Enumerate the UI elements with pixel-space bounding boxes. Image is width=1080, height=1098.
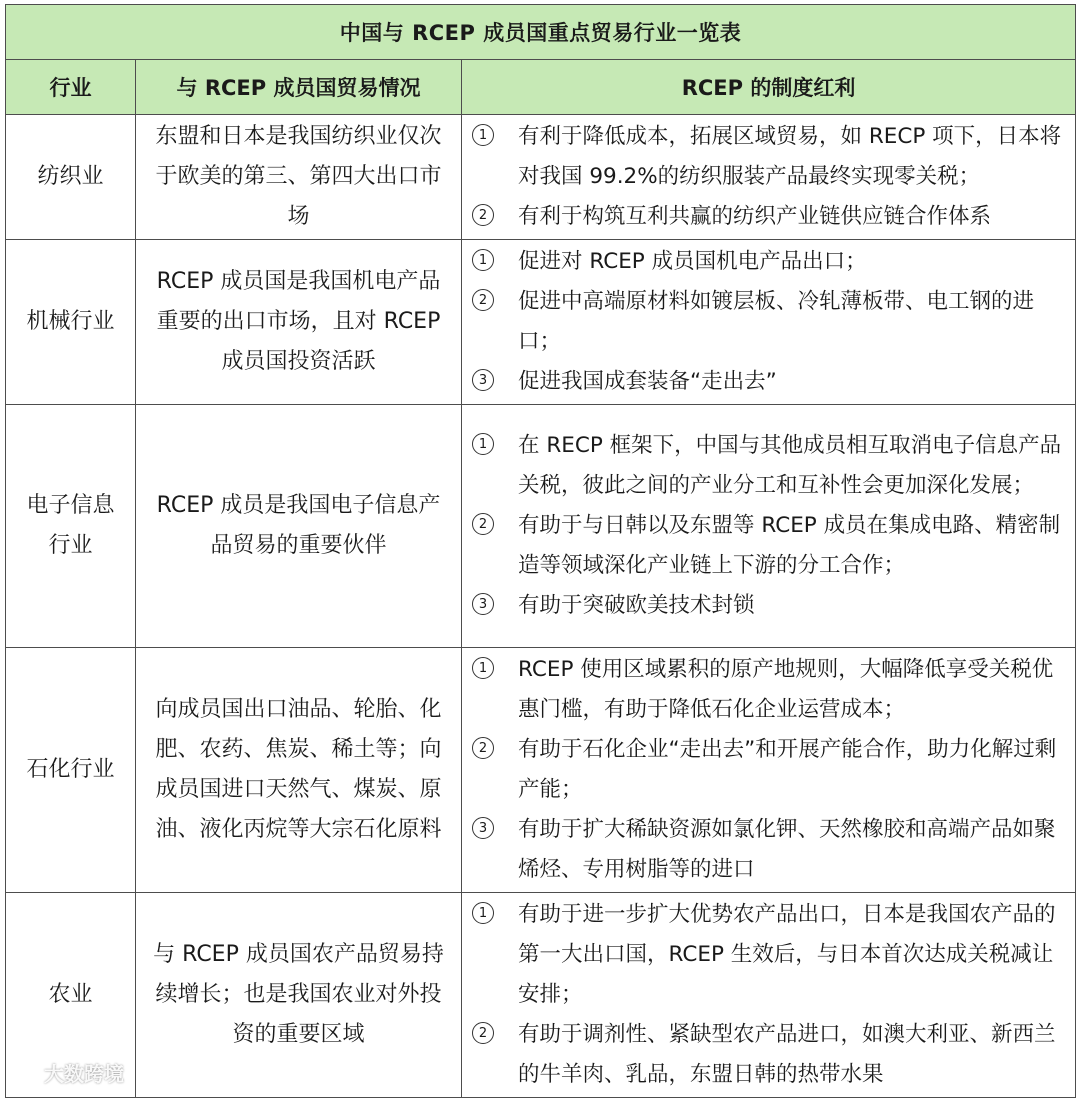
table-title-row: [6, 5, 1076, 60]
trade-cell: RCEP 成员是我国电子信息产品贸易的重要伙伴: [136, 405, 462, 648]
benefit-cell: [462, 405, 1076, 648]
benefit-item: [472, 426, 1067, 506]
circled-number-icon: 2: [472, 737, 494, 759]
benefit-item: [472, 117, 1067, 197]
header-trade: 与 RCEP 成员国贸易情况: [136, 60, 462, 115]
table-row: [6, 405, 1076, 648]
circled-number-icon: 2: [472, 204, 494, 226]
benefit-text: 促进中高端原材料如镀层板、冷轧薄板带、电工钢的进口；: [518, 289, 1035, 354]
table-row: [6, 240, 1076, 405]
benefit-text: 促进对 RCEP 成员国机电产品出口；: [518, 249, 867, 274]
benefit-text: 有助于调剂性、紧缺型农产品进口，如澳大利亚、新西兰的牛羊肉、乳品，东盟日韩的热带水果: [518, 1022, 1056, 1087]
industry-cell: 石化行业: [6, 648, 136, 893]
benefit-text: 促进我国成套装备“走出去”: [518, 369, 777, 394]
circled-number-icon: 3: [472, 369, 494, 391]
table-header-row: [6, 60, 1076, 115]
rcep-industry-table: [5, 4, 1076, 1098]
circled-number-icon: 1: [472, 124, 494, 146]
benefit-item: [472, 282, 1067, 362]
table-title: 中国与 RCEP 成员国重点贸易行业一览表: [6, 5, 1076, 60]
benefit-text: 有助于突破欧美技术封锁: [518, 593, 755, 618]
benefit-text: 有助于扩大稀缺资源如氯化钾、天然橡胶和高端产品如聚烯烃、专用树脂等的进口: [518, 817, 1056, 882]
industry-cell: 电子信息行业: [6, 405, 136, 648]
benefit-text: 有利于降低成本，拓展区域贸易，如 RECP 项下，日本将对我国 99.2%的纺织服装产品最终实现零关税；: [518, 124, 1062, 189]
benefit-item: [472, 586, 1067, 626]
trade-cell: RCEP 成员国是我国机电产品重要的出口市场，且对 RCEP 成员国投资活跃: [136, 240, 462, 405]
trade-cell: 向成员国出口油品、轮胎、化肥、农药、焦炭、稀土等；向成员国进口天然气、煤炭、原油、液化丙烷等大宗石化原料: [136, 648, 462, 893]
circled-number-icon: 2: [472, 513, 494, 535]
benefit-cell: [462, 240, 1076, 405]
benefit-text: 有利于构筑互利共赢的纺织产业链供应链合作体系: [518, 204, 992, 229]
benefit-item: [472, 197, 1067, 237]
benefit-item: [472, 650, 1067, 730]
table-row: [6, 893, 1076, 1098]
industry-cell: 农业: [6, 893, 136, 1098]
trade-cell: 与 RCEP 成员国农产品贸易持续增长；也是我国农业对外投资的重要区域: [136, 893, 462, 1098]
benefit-item: [472, 362, 1067, 402]
circled-number-icon: 1: [472, 433, 494, 455]
circled-number-icon: 2: [472, 289, 494, 311]
industry-cell: 机械行业: [6, 240, 136, 405]
document: [5, 4, 1075, 1098]
benefit-text: 有助于石化企业“走出去”和开展产能合作，助力化解过剩产能；: [518, 737, 1057, 802]
circled-number-icon: 3: [472, 593, 494, 615]
benefit-cell: [462, 648, 1076, 893]
industry-cell: 纺织业: [6, 115, 136, 240]
benefit-item: [472, 810, 1067, 890]
header-industry: 行业: [6, 60, 136, 115]
benefit-item: [472, 1015, 1067, 1095]
watermark-text: 大数跨境: [44, 1062, 124, 1086]
benefit-item: [472, 506, 1067, 586]
watermark: [8, 1058, 124, 1087]
trade-cell: 东盟和日本是我国纺织业仅次于欧美的第三、第四大出口市场: [136, 115, 462, 240]
table-row: [6, 648, 1076, 893]
benefit-cell: [462, 115, 1076, 240]
header-benefit: RCEP 的制度红利: [462, 60, 1076, 115]
benefit-text: 在 RECP 框架下，中国与其他成员相互取消电子信息产品关税，彼此之间的产业分工和互补性会更加深化发展；: [518, 433, 1062, 498]
benefit-item: [472, 242, 1067, 282]
circled-number-icon: 1: [472, 249, 494, 271]
circled-number-icon: 1: [472, 657, 494, 679]
table-row: [6, 115, 1076, 240]
circled-number-icon: 1: [472, 902, 494, 924]
chat-bubble-logo-icon: [8, 1061, 38, 1085]
benefit-text: RCEP 使用区域累积的原产地规则，大幅降低享受关税优惠门槛，有助于降低石化企业运营成本；: [518, 657, 1054, 722]
benefit-cell: [462, 893, 1076, 1098]
benefit-item: [472, 895, 1067, 1015]
circled-number-icon: 2: [472, 1022, 494, 1044]
benefit-item: [472, 730, 1067, 810]
benefit-text: 有助于与日韩以及东盟等 RCEP 成员在集成电路、精密制造等领域深化产业链上下游的分工合作；: [518, 513, 1061, 578]
benefit-text: 有助于进一步扩大优势农产品出口，日本是我国农产品的第一大出口国，RCEP 生效后，与日本首次达成关税减让安排；: [518, 902, 1056, 1007]
circled-number-icon: 3: [472, 817, 494, 839]
